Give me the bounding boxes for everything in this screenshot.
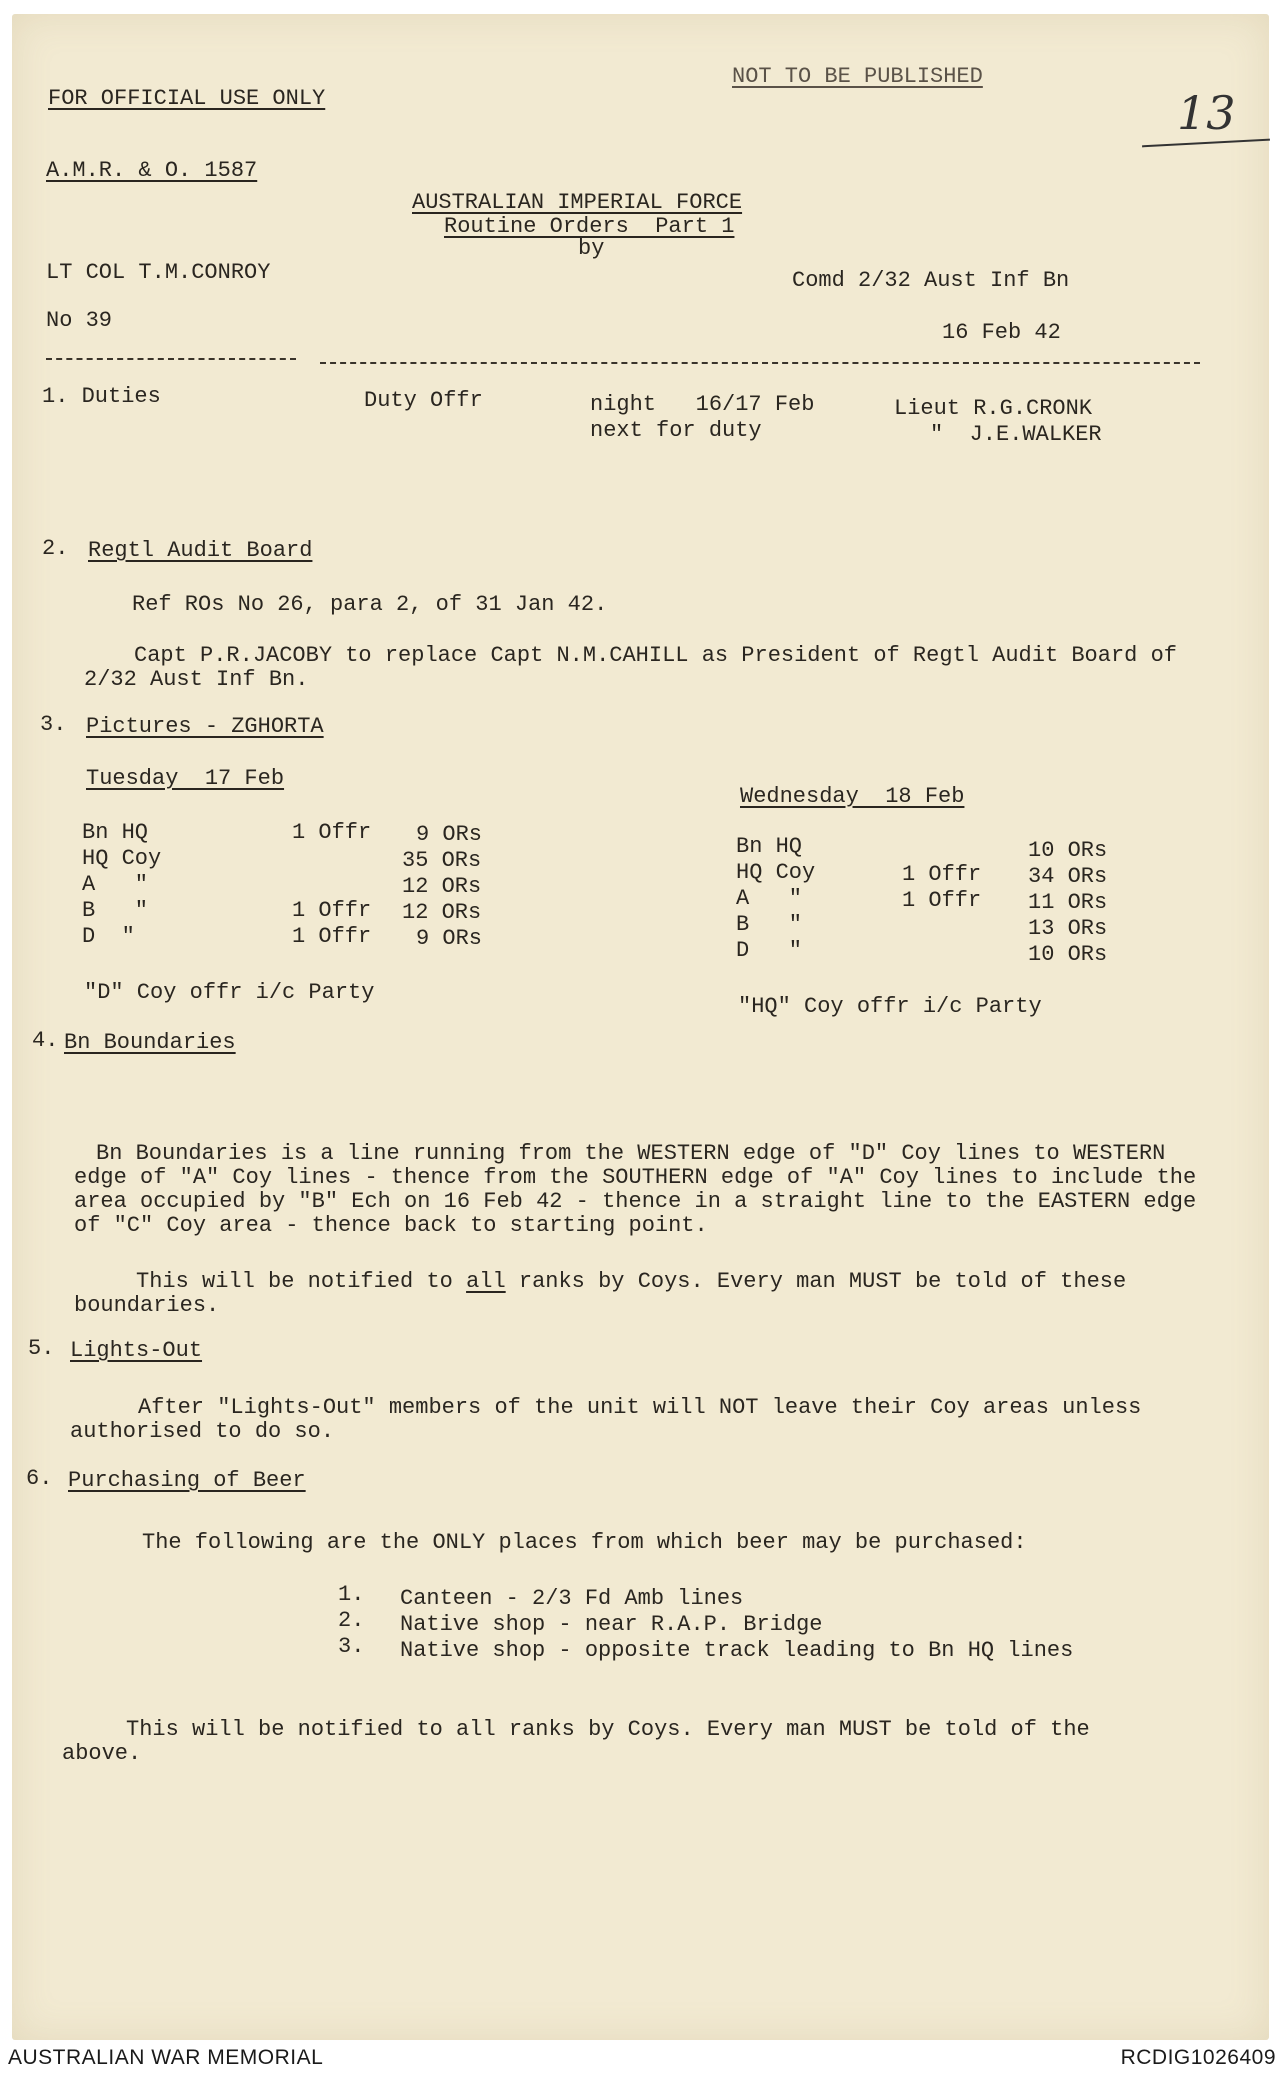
beer-item-number: 2. xyxy=(338,1608,365,1633)
order-date: 16 Feb 42 xyxy=(942,320,1061,345)
pic-right-unit: B " xyxy=(736,912,803,937)
handwritten-page-number: 13 xyxy=(1177,86,1236,140)
beer-notice: This will be notified to all ranks by Coys. Every man MUST be told of the above. xyxy=(62,1717,1090,1766)
pic-right-ors: 34 ORs xyxy=(1028,864,1108,889)
pic-right-unit: Bn HQ xyxy=(736,834,803,859)
orders-subtitle: Routine Orders Part 1 xyxy=(444,214,735,239)
beer-intro: The following are the ONLY places from which beer may be purchased: xyxy=(142,1530,1027,1555)
section-pictures-number: 3. xyxy=(40,712,67,737)
officer-name: LT COL T.M.CONROY xyxy=(46,260,271,285)
header-rule-right xyxy=(320,362,1200,364)
audit-reference: Ref ROs No 26, para 2, of 31 Jan 42. xyxy=(132,592,608,617)
section-audit-heading: Regtl Audit Board xyxy=(88,538,313,563)
duty-officer-role: Duty Offr xyxy=(364,388,483,413)
section-audit-number: 2. xyxy=(42,536,69,561)
header-rule-left xyxy=(46,358,296,360)
pic-right-ors: 10 ORs xyxy=(1028,838,1108,863)
pic-left-ors: 12 ORs xyxy=(402,900,482,925)
beer-item-number: 3. xyxy=(338,1634,365,1659)
pic-left-ors: 9 ORs xyxy=(416,926,483,951)
pic-left-unit: Bn HQ xyxy=(82,820,149,845)
pic-left-offr: 1 Offr xyxy=(292,898,372,923)
beer-item-text: Canteen - 2/3 Fd Amb lines xyxy=(400,1586,744,1611)
pic-right-ors: 11 ORs xyxy=(1028,890,1108,915)
boundaries-notice-post: ranks by Coys. Every man MUST be told of these boundaries. xyxy=(74,1269,1127,1318)
pic-left-unit: A " xyxy=(82,872,149,897)
lights-text: After "Lights-Out" members of the unit will NOT leave their Coy areas unless authorised to do so. xyxy=(70,1395,1142,1444)
section-beer-heading: Purchasing of Beer xyxy=(68,1468,306,1493)
pic-left-ors: 9 ORs xyxy=(416,822,483,847)
pic-left-unit: HQ Coy xyxy=(82,846,162,871)
duty-row2-when: next for duty xyxy=(590,418,762,443)
pictures-left-day: Tuesday 17 Feb xyxy=(86,766,285,791)
pic-left-ors: 12 ORs xyxy=(402,874,482,899)
duty-row1-when: night 16/17 Feb xyxy=(590,392,815,417)
duty-row1-name: Lieut R.G.CRONK xyxy=(894,396,1093,421)
pic-left-ors: 35 ORs xyxy=(402,848,482,873)
not-published-label: NOT TO BE PUBLISHED xyxy=(732,64,983,89)
footer-item-id: RCDIG1026409 xyxy=(1120,2046,1276,2069)
section-boundaries-heading: Bn Boundaries xyxy=(64,1030,236,1055)
boundaries-notice-emphasis: all xyxy=(466,1269,506,1294)
duty-row2-name: " J.E.WALKER xyxy=(930,422,1102,447)
reference-number: A.M.R. & O. 1587 xyxy=(46,158,258,183)
document-page xyxy=(12,14,1269,2040)
beer-item-text: Native shop - opposite track leading to Bn HQ lines xyxy=(400,1638,1074,1663)
pic-left-offr: 1 Offr xyxy=(292,820,372,845)
pic-right-ors: 13 ORs xyxy=(1028,916,1108,941)
pic-right-unit: A " xyxy=(736,886,803,911)
command-label: Comd 2/32 Aust Inf Bn xyxy=(792,268,1070,293)
boundaries-text: Bn Boundaries is a line running from the WESTERN edge of "D" Coy lines to WESTERN edge of "A" Coy lines - thence from the SOUTHERN edge of "A" Coy lines to include the area occupied by "B" Ech on 16 Feb 42 - thence in a straight line to the EASTERN edge of "C" Coy area - thence back to starting point. xyxy=(74,1141,1197,1238)
pic-right-offr: 1 Offr xyxy=(902,862,982,887)
by-label: by xyxy=(578,236,605,261)
org-title: AUSTRALIAN IMPERIAL FORCE xyxy=(412,190,743,215)
section-duties-heading: 1. Duties xyxy=(42,384,161,409)
pic-right-unit: HQ Coy xyxy=(736,860,816,885)
beer-item-number: 1. xyxy=(338,1582,365,1607)
section-lights-number: 5. xyxy=(28,1336,55,1361)
beer-item-text: Native shop - near R.A.P. Bridge xyxy=(400,1612,823,1637)
pictures-right-note: "HQ" Coy offr i/c Party xyxy=(738,994,1042,1019)
section-beer-number: 6. xyxy=(26,1466,53,1491)
boundaries-notice xyxy=(74,1270,1204,1318)
footer-archive-label: AUSTRALIAN WAR MEMORIAL xyxy=(8,2046,324,2069)
order-number: No 39 xyxy=(46,308,113,333)
pic-right-unit: D " xyxy=(736,938,803,963)
pictures-right-day: Wednesday 18 Feb xyxy=(740,784,965,809)
section-pictures-heading: Pictures - ZGHORTA xyxy=(86,714,324,739)
pictures-left-note: "D" Coy offr i/c Party xyxy=(84,980,375,1005)
pic-right-ors: 10 ORs xyxy=(1028,942,1108,967)
pic-right-offr: 1 Offr xyxy=(902,888,982,913)
audit-text: Capt P.R.JACOBY to replace Capt N.M.CAHILL as President of Regtl Audit Board of 2/32 Aust Inf Bn. xyxy=(84,643,1177,692)
pic-left-unit: B " xyxy=(82,898,149,923)
classification-label: FOR OFFICIAL USE ONLY xyxy=(48,86,326,111)
pic-left-offr: 1 Offr xyxy=(292,924,372,949)
pic-left-unit: D " xyxy=(82,924,135,949)
section-lights-heading: Lights-Out xyxy=(70,1338,203,1363)
boundaries-notice-pre: This will be notified to xyxy=(136,1269,467,1294)
section-boundaries-number: 4. xyxy=(32,1028,59,1053)
